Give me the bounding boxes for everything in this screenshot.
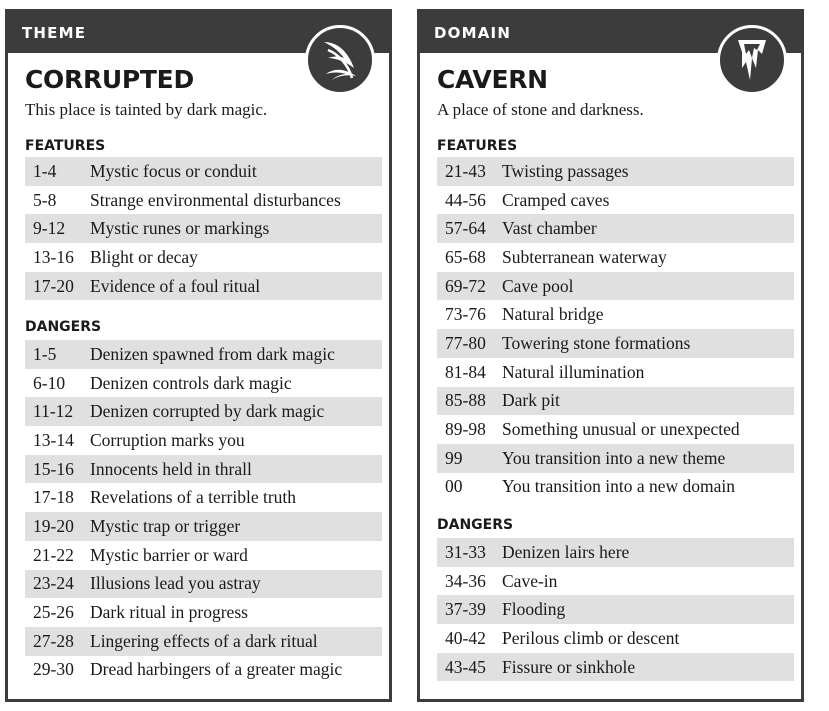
result-text: Dread harbingers of a greater magic: [90, 659, 343, 680]
roll-range: 57-64: [445, 218, 486, 239]
corrupted-leaves-icon: [305, 25, 375, 95]
result-text: Cave pool: [502, 275, 574, 296]
roll-range: 9-12: [33, 218, 66, 239]
result-text: Strange environmental disturbances: [90, 189, 341, 210]
table-row: [437, 300, 794, 329]
result-text: Natural bridge: [502, 304, 604, 325]
table-row: [25, 512, 382, 541]
table-row: [25, 627, 382, 656]
table-row: [437, 624, 794, 653]
card-title: CAVERN: [437, 65, 548, 94]
result-text: You transition into a new theme: [502, 447, 726, 468]
table-row: [437, 329, 794, 358]
result-text: Dark pit: [502, 390, 560, 411]
table-row: [25, 272, 382, 301]
card-type-label: THEME: [22, 24, 87, 42]
result-text: Twisting passages: [502, 160, 629, 181]
result-text: Denizen lairs here: [502, 541, 630, 562]
table-row: [437, 444, 794, 473]
roll-range: 43-45: [445, 656, 486, 677]
table-row: [25, 570, 382, 599]
result-text: Mystic barrier or ward: [90, 544, 248, 565]
result-text: Natural illumination: [502, 361, 645, 382]
card-title: CORRUPTED: [25, 65, 194, 94]
result-text: You transition into a new domain: [502, 476, 736, 497]
result-text: Lingering effects of a dark ritual: [90, 630, 318, 651]
theme-card: [5, 9, 392, 702]
roll-range: 89-98: [445, 419, 486, 440]
table-row: [437, 567, 794, 596]
roll-range: 37-39: [445, 599, 486, 620]
table-row: [437, 387, 794, 416]
result-text: Illusions lead you astray: [90, 573, 261, 594]
roll-range: 23-24: [33, 573, 74, 594]
features-heading: FEATURES: [437, 138, 518, 154]
table-row: [437, 415, 794, 444]
roll-range: 99: [445, 447, 463, 468]
roll-range: 69-72: [445, 275, 486, 296]
dangers-heading: DANGERS: [25, 319, 102, 335]
result-text: Dark ritual in progress: [90, 602, 248, 623]
roll-range: 27-28: [33, 630, 74, 651]
table-row: [437, 595, 794, 624]
result-text: Something unusual or unexpected: [502, 419, 740, 440]
roll-range: 17-20: [33, 275, 74, 296]
roll-range: 5-8: [33, 189, 57, 210]
card-description: This place is tainted by dark magic.: [25, 100, 268, 119]
roll-range: 13-14: [33, 429, 74, 450]
result-text: Evidence of a foul ritual: [90, 275, 261, 296]
result-text: Mystic trap or trigger: [90, 515, 241, 536]
features-heading: FEATURES: [25, 138, 106, 154]
table-row: [25, 455, 382, 484]
roll-range: 40-42: [445, 627, 486, 648]
roll-range: 44-56: [445, 189, 486, 210]
dangers-table: [25, 340, 382, 684]
roll-range: 81-84: [445, 361, 486, 382]
roll-range: 85-88: [445, 390, 486, 411]
result-text: Innocents held in thrall: [90, 458, 252, 479]
result-text: Blight or decay: [90, 246, 198, 267]
table-row: [25, 214, 382, 243]
table-row: [25, 157, 382, 186]
result-text: Mystic focus or conduit: [90, 160, 257, 181]
result-text: Vast chamber: [502, 218, 597, 239]
table-row: [437, 214, 794, 243]
table-row: [437, 186, 794, 215]
dangers-table: [437, 538, 794, 681]
roll-range: 1-4: [33, 160, 57, 181]
table-row: [25, 656, 382, 685]
dangers-heading: DANGERS: [437, 517, 514, 533]
table-row: [437, 243, 794, 272]
result-text: Cave-in: [502, 570, 558, 591]
roll-range: 17-18: [33, 487, 74, 508]
roll-range: 73-76: [445, 304, 486, 325]
roll-range: 77-80: [445, 332, 486, 353]
result-text: Perilous climb or descent: [502, 627, 680, 648]
features-table: [25, 157, 382, 300]
table-row: [25, 369, 382, 398]
roll-range: 65-68: [445, 246, 486, 267]
result-text: Revelations of a terrible truth: [90, 487, 297, 508]
roll-range: 21-43: [445, 160, 486, 181]
card-type-label: DOMAIN: [434, 24, 512, 42]
result-text: Cramped caves: [502, 189, 610, 210]
table-row: [25, 483, 382, 512]
roll-range: 15-16: [33, 458, 74, 479]
cavern-stalactite-icon: [717, 25, 787, 95]
domain-card: [417, 9, 804, 702]
table-row: [25, 397, 382, 426]
result-text: Denizen corrupted by dark magic: [90, 401, 325, 422]
table-row: [437, 473, 794, 502]
roll-range: 21-22: [33, 544, 74, 565]
roll-range: 13-16: [33, 246, 74, 267]
table-row: [25, 340, 382, 369]
roll-range: 25-26: [33, 602, 74, 623]
table-row: [25, 186, 382, 215]
roll-range: 1-5: [33, 343, 57, 364]
table-row: [437, 653, 794, 682]
result-text: Subterranean waterway: [502, 246, 667, 267]
roll-range: 34-36: [445, 570, 486, 591]
table-row: [25, 243, 382, 272]
table-row: [437, 358, 794, 387]
result-text: Flooding: [502, 599, 566, 620]
table-row: [25, 541, 382, 570]
features-table: [437, 157, 794, 501]
roll-range: 11-12: [33, 401, 74, 422]
roll-range: 19-20: [33, 515, 74, 536]
table-row: [437, 538, 794, 567]
table-row: [25, 426, 382, 455]
roll-range: 00: [445, 476, 463, 497]
roll-range: 29-30: [33, 659, 74, 680]
result-text: Towering stone formations: [502, 332, 691, 353]
roll-range: 31-33: [445, 541, 486, 562]
result-text: Denizen controls dark magic: [90, 372, 292, 393]
card-description: A place of stone and darkness.: [437, 100, 644, 119]
result-text: Mystic runes or markings: [90, 218, 270, 239]
result-text: Corruption marks you: [90, 429, 245, 450]
table-row: [25, 598, 382, 627]
roll-range: 6-10: [33, 372, 66, 393]
result-text: Denizen spawned from dark magic: [90, 343, 335, 364]
table-row: [437, 157, 794, 186]
table-row: [437, 272, 794, 301]
result-text: Fissure or sinkhole: [502, 656, 636, 677]
